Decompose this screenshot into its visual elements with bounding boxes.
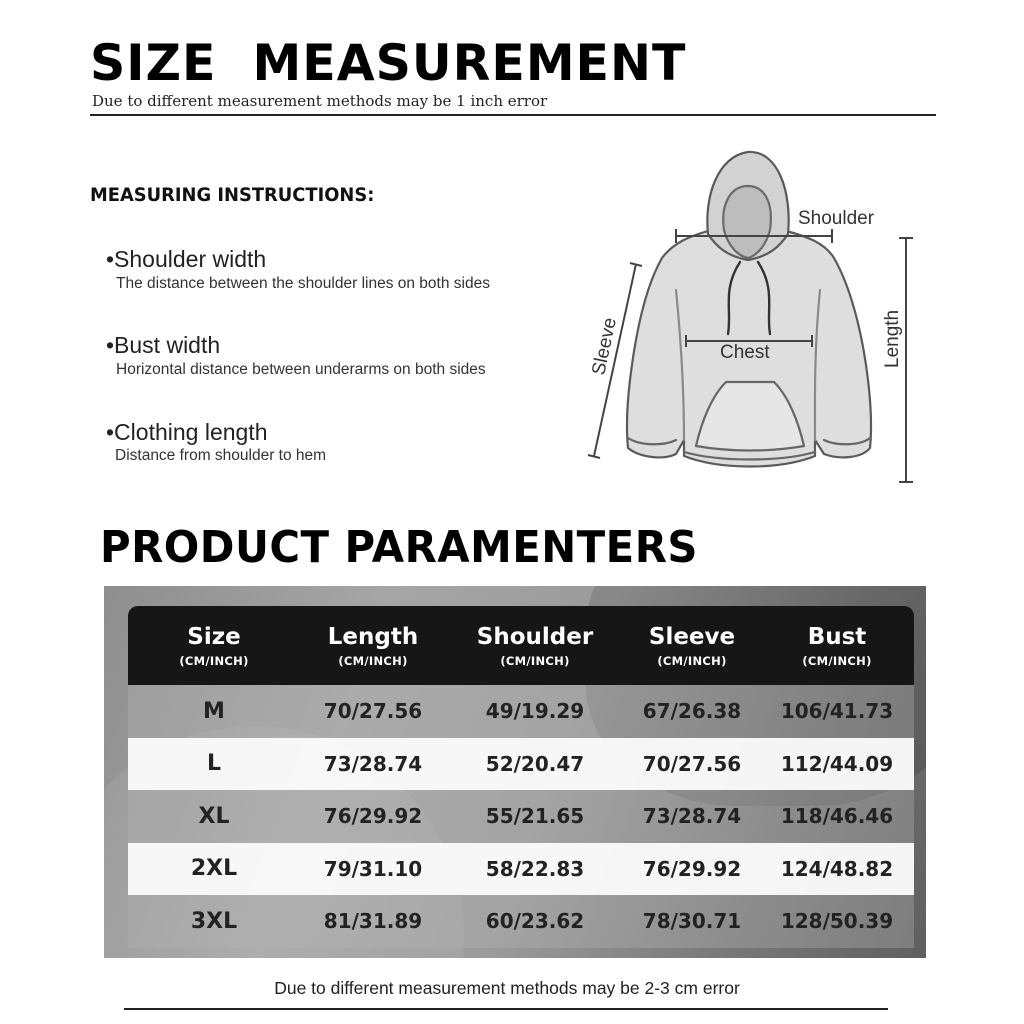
sleeve-cell: 67/26.38 (642, 699, 742, 724)
column-name: Size (187, 623, 241, 650)
column-unit: (CM/INCH) (179, 653, 249, 668)
footer-divider (124, 1008, 888, 1010)
instructions-heading: MEASURING INSTRUCTIONS: (90, 184, 375, 206)
size-cell: L (206, 751, 222, 777)
bust-cell: 124/48.82 (780, 856, 894, 881)
instruction-length-desc: Distance from shoulder to hem (115, 447, 327, 464)
page-title: SIZE MEASUREMENT (90, 34, 687, 92)
column-unit: (CM/INCH) (657, 653, 727, 668)
instruction-shoulder-desc: The distance between the shoulder lines on both sides (116, 275, 490, 292)
size-table (128, 606, 914, 948)
column-name: Shoulder (476, 623, 594, 650)
length-cell: 81/31.89 (323, 909, 423, 934)
column-header (760, 606, 914, 685)
table-header-row (128, 606, 914, 685)
sleeve-cell: 70/27.56 (642, 751, 742, 776)
size-cell: XL (198, 803, 230, 829)
size-cell: M (203, 698, 225, 724)
hoodie-outline-icon (627, 152, 871, 467)
table-row (128, 790, 914, 843)
chest-label: Chest (720, 342, 770, 363)
instruction-bust-desc: Horizontal distance between underarms on both sides (116, 361, 486, 378)
column-name: Length (327, 623, 419, 650)
hoodie-diagram (570, 140, 930, 500)
header-divider (90, 114, 936, 116)
bust-cell: 106/41.73 (780, 699, 894, 724)
length-cell: 70/27.56 (323, 699, 423, 724)
length-cell: 73/28.74 (323, 751, 423, 776)
instruction-shoulder-title: •Shoulder width (106, 246, 267, 272)
page-subtitle: Due to different measurement methods may be 1 inch error (92, 92, 548, 110)
shoulder-cell: 49/19.29 (485, 699, 585, 724)
column-unit: (CM/INCH) (802, 653, 872, 668)
table-row (128, 738, 914, 791)
shoulder-cell: 52/20.47 (485, 751, 585, 776)
sleeve-cell: 78/30.71 (642, 909, 742, 934)
bust-cell: 128/50.39 (780, 909, 894, 934)
length-cell: 79/31.10 (323, 856, 423, 881)
length-cell: 76/29.92 (323, 804, 423, 829)
column-unit: (CM/INCH) (500, 653, 570, 668)
bust-cell: 118/46.46 (780, 804, 894, 829)
table-row (128, 685, 914, 738)
length-label: Length (882, 309, 903, 368)
shoulder-cell: 60/23.62 (485, 909, 585, 934)
shoulder-cell: 55/21.65 (485, 804, 585, 829)
column-header (128, 606, 300, 685)
shoulder-label: Shoulder (798, 208, 875, 229)
sleeve-cell: 76/29.92 (642, 856, 742, 881)
instruction-bust-title: •Bust width (106, 332, 221, 358)
product-parameters-heading: PRODUCT PARAMENTERS (100, 522, 698, 573)
table-row (128, 843, 914, 896)
column-name: Bust (807, 623, 867, 650)
column-header (446, 606, 624, 685)
sleeve-cell: 73/28.74 (642, 804, 742, 829)
size-cell: 2XL (190, 856, 238, 882)
table-row (128, 895, 914, 948)
bust-cell: 112/44.09 (780, 751, 894, 776)
sleeve-label: Sleeve (588, 315, 621, 378)
instruction-length-title: •Clothing length (106, 419, 268, 445)
size-cell: 3XL (190, 908, 238, 934)
shoulder-cell: 58/22.83 (485, 856, 585, 881)
measurement-error-note: Due to different measurement methods may be 2-3 cm error (274, 978, 740, 998)
column-name: Sleeve (648, 623, 736, 650)
column-header (624, 606, 760, 685)
column-unit: (CM/INCH) (338, 653, 408, 668)
column-header (300, 606, 446, 685)
